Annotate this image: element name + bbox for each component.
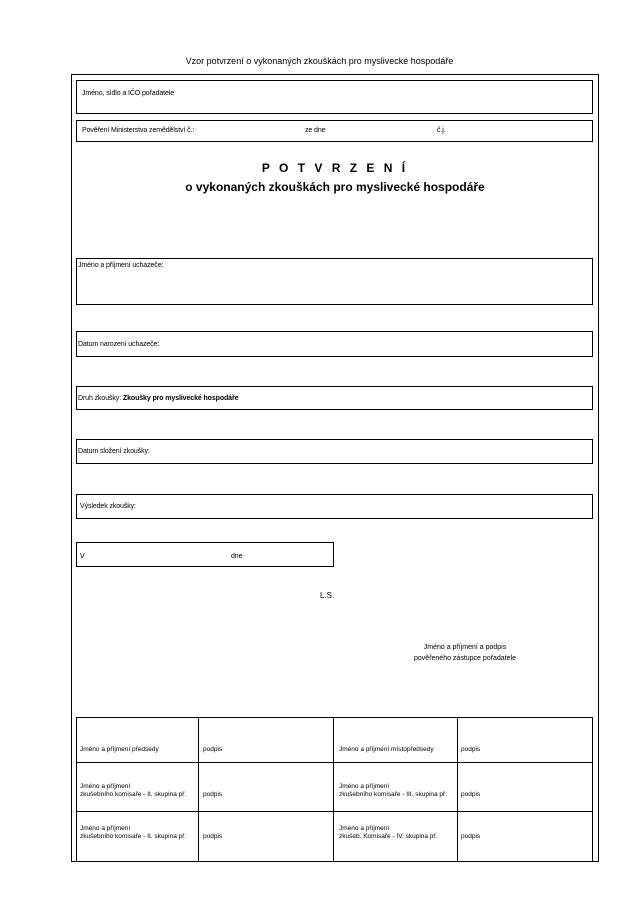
table-cell-name[interactable]: Jméno a příjmení zkušebního komisaře - II. skupina př. <box>80 783 187 798</box>
organizer-box[interactable] <box>76 80 593 114</box>
table-col-divider <box>457 717 458 862</box>
exam-type-row <box>78 395 238 402</box>
exam-date-field[interactable] <box>76 439 593 464</box>
table-cell-signature[interactable]: podpis <box>461 833 481 840</box>
table-cell-name[interactable]: Jméno a příjmení předsedy <box>80 746 159 753</box>
table-row-divider <box>76 762 593 763</box>
table-cell-signature[interactable]: podpis <box>203 791 223 798</box>
date-label: dne <box>231 553 243 560</box>
exam-type-label: Druh zkoušky: <box>78 395 122 402</box>
place-label: V <box>80 553 85 560</box>
signature-line-2: pověřeného zástupce pořadatele <box>414 655 516 662</box>
table-cell-signature[interactable]: podpis <box>203 746 223 753</box>
table-cell-signature[interactable]: podpis <box>461 791 481 798</box>
table-col-divider <box>333 717 334 862</box>
stamp-placeholder: L.S. <box>320 591 335 600</box>
place-date-field[interactable] <box>76 542 334 567</box>
document-subtitle: o vykonaných zkouškách pro myslivecké hospodáře <box>185 180 485 194</box>
table-cell-signature[interactable]: podpis <box>461 746 481 753</box>
organizer-label: Jméno, sídlo a IČO pořadatele <box>82 90 175 97</box>
authorization-ref-label: č.j. <box>437 127 446 134</box>
exam-type-value: Zkoušky pro myslivecké hospodáře <box>122 395 239 402</box>
signature-line-1: Jméno a příjmení a podpis <box>423 644 507 651</box>
name-label: Jméno a příjmení uchazeče: <box>78 262 164 269</box>
signature-block <box>380 642 550 664</box>
result-field[interactable] <box>76 494 593 519</box>
birth-date-label: Datum narození uchazeče: <box>78 341 160 348</box>
result-label: Výsledek zkoušky: <box>80 503 136 510</box>
table-cell-name[interactable]: Jméno a příjmení místopředsedy <box>339 746 434 753</box>
table-cell-name[interactable]: Jméno a příjmení zkušeb. Komisaře - IV. skupina př. <box>339 825 438 840</box>
table-cell-name[interactable]: Jméno a příjmení zkušebního komisaře - III. skupina př. <box>339 783 448 798</box>
table-cell-name[interactable]: Jméno a příjmení zkušebního komisaře - II. skupina př. <box>80 825 187 840</box>
exam-date-label: Datum složení zkoušky: <box>78 448 150 455</box>
page-header: Vzor potvrzení o vykonaných zkouškách pro myslivecké hospodáře <box>185 56 454 66</box>
document-title: P O T V R Z E N Í <box>261 161 409 175</box>
table-col-divider <box>198 717 199 862</box>
table-row-divider <box>76 811 593 812</box>
authorization-date-label: ze dne <box>305 127 326 134</box>
authorization-label: Pověření Ministerstva zemědělství č.: <box>82 127 195 134</box>
table-cell-signature[interactable]: podpis <box>203 833 223 840</box>
